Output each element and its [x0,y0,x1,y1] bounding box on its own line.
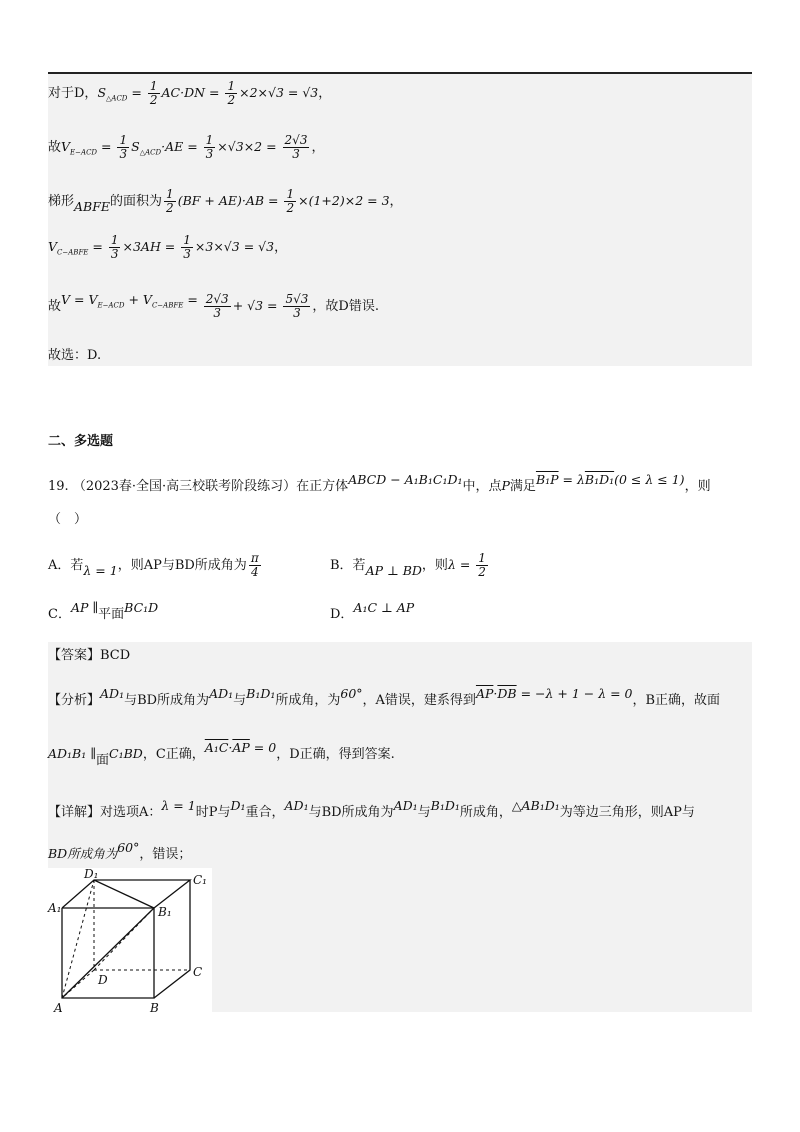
question-paren: （ ） [48,512,88,527]
solution-line-2: 故$V_{E-ACD}$ = $\frac{1}{3}$ $S_{\triangle ACD}\cdot AE$ = $\frac{1}{3}$ ×√3×2 = $\frac{2√3}{3}$ ， [48,133,325,161]
label-b: B [150,1001,159,1015]
analysis-line-1: 【分析】AD₁与BD所成角为AD₁与B₁D₁所成角，为60°，A错误，建系得到$\overline{AP}\cdot\overline{DB} = -\lambda + 1 - \lambda = 0$，B正确，故面 [48,686,721,708]
solution-line-3: 梯形ABFE的面积为 $\frac{1}{2}$ (BF + AE)·AB = $\frac{1}{2}$ ×(1+2)×2 = 3， [48,187,403,215]
solution-line-5: 故$V = V_{E-ACD} + V_{C-ABFE}$ = $\frac{2√3}{3}$ + √3 = $\frac{5√3}{3}$ ，故D错误. [48,292,379,320]
label-d1: D₁ [84,867,99,881]
answer-line: 【答案】BCD [48,648,131,663]
option-a[interactable]: A．若λ = 1，则AP与BD所成角为 $\frac{\pi}{4}$ [48,551,259,579]
question-stem: 19. （2023春·全国·高三校联考阶段练习）在正方体ABCD − A₁B₁C₁D₁中，点P满足B₁P = λB₁D₁(0 ≤ λ ≤ 1)，则 [48,472,711,494]
label-c1: C₁ [193,873,207,887]
solution-line-4: $V_{C-ABFE}$ = $\frac{1}{3}$ ×3AH = $\frac{1}{3}$ ×3×√3 = √3， [48,233,288,261]
analysis-line-2: AD₁B₁ ∥面C₁BD，C正确，$A_1C\cdot\overline{AP} = 0$，D正确，得到答案. [48,740,395,768]
label-b1: B₁ [158,905,172,919]
option-d[interactable]: D．A₁C ⊥ AP [330,600,415,622]
label-c: C [193,965,203,979]
figure-background [48,868,212,1014]
label-a1: A₁ [48,901,62,915]
label-a: A [54,1001,63,1015]
option-b[interactable]: B．若AP ⊥ BD，则λ = $\frac{1}{2}$ [330,551,486,579]
cube-figure [40,864,220,1016]
detail-line-1: 【详解】对选项A：λ = 1时P与D₁重合，AD₁与BD所成角为AD₁与B₁D₁所成角，△AB₁D₁为等边三角形，则AP与 [48,798,695,820]
solution-line-1: 对于D，$S_{\triangle ACD}$ = $\frac{1}{2}$ AC·DN = $\frac{1}{2}$ ×2×√3 = √3， [48,79,332,107]
option-c[interactable]: C．AP ∥平面BC₁D [48,600,159,622]
section-title: 二、多选题 [48,434,114,449]
detail-line-2: BD所成角为60°，错误； [48,840,192,862]
label-d: D [98,973,108,987]
solution-line-6: 故选：D. [48,348,102,363]
solution-panel-1 [48,74,752,366]
